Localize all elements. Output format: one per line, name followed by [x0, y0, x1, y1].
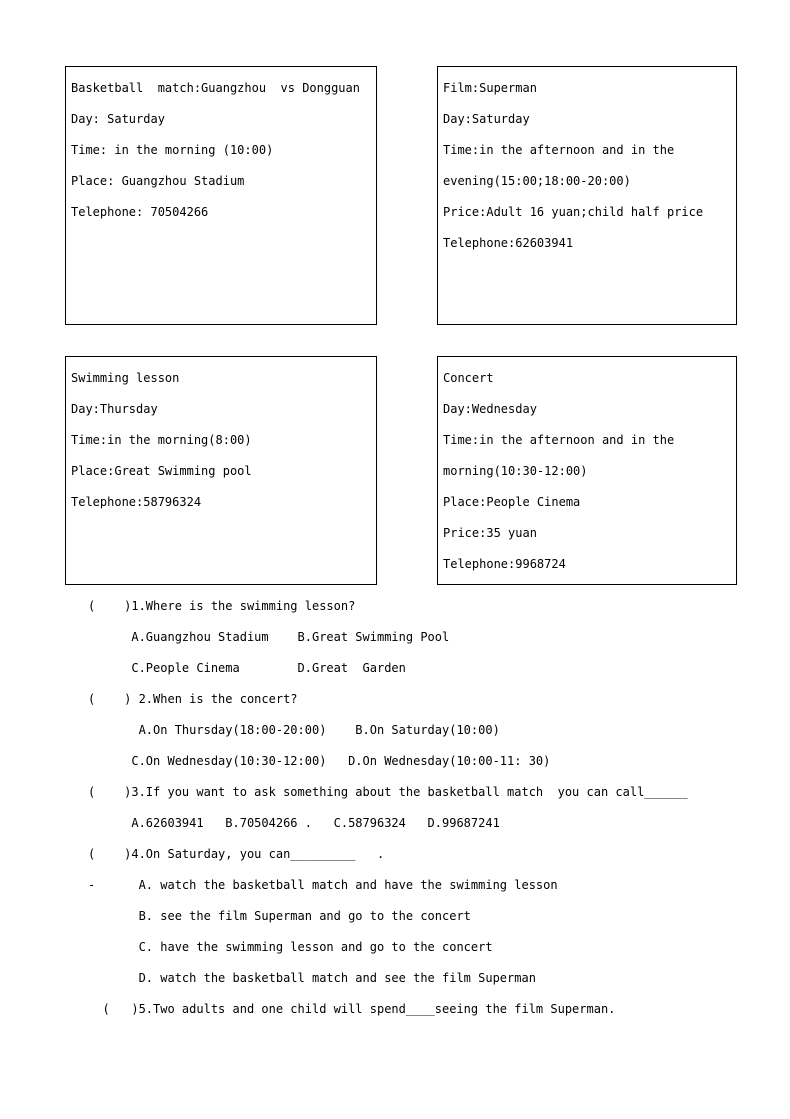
- question-2-options-ab: A.On Thursday(18:00-20:00) B.On Saturday(10:00): [88, 723, 500, 737]
- basketball-place-line: Place: Guangzhou Stadium: [71, 174, 245, 188]
- question-1: ( )1.Where is the swimming lesson?: [88, 599, 356, 613]
- concert-title-line: Concert: [443, 371, 494, 385]
- film-day-line: Day:Saturday: [443, 112, 530, 126]
- swimming-title-line: Swimming lesson: [71, 371, 180, 385]
- film-time-line: Time:in the afternoon and in the: [443, 143, 675, 157]
- basketball-title-line: Basketball match:Guangzhou vs Dongguan: [71, 81, 360, 95]
- question-4: ( )4.On Saturday, you can_________ .: [88, 847, 385, 861]
- film-price-line: Price:Adult 16 yuan;child half price: [443, 205, 704, 219]
- swimming-day-line: Day:Thursday: [71, 402, 158, 416]
- swimming-telephone-line: Telephone:58796324: [71, 495, 202, 509]
- basketball-time-line: Time: in the morning (10:00): [71, 143, 274, 157]
- film-info-box: [437, 66, 737, 325]
- basketball-info-box: [65, 66, 377, 325]
- question-4-option-b: B. see the film Superman and go to the concert: [88, 909, 471, 923]
- film-telephone-line: Telephone:62603941: [443, 236, 574, 250]
- question-2: ( ) 2.When is the concert?: [88, 692, 298, 706]
- question-4-option-d: D. watch the basketball match and see the film Superman: [88, 971, 536, 985]
- swimming-place-line: Place:Great Swimming pool: [71, 464, 252, 478]
- film-time-line-2: evening(15:00;18:00-20:00): [443, 174, 631, 188]
- concert-time-line: Time:in the afternoon and in the: [443, 433, 675, 447]
- swimming-time-line: Time:in the morning(8:00): [71, 433, 252, 447]
- question-3: ( )3.If you want to ask something about the basketball match you can call______: [88, 785, 688, 799]
- question-2-options-cd: C.On Wednesday(10:30-12:00) D.On Wednesday(10:00-11: 30): [88, 754, 551, 768]
- film-title-line: Film:Superman: [443, 81, 537, 95]
- swimming-info-box: [65, 356, 377, 585]
- basketball-day-line: Day: Saturday: [71, 112, 165, 126]
- concert-telephone-line: Telephone:9968724: [443, 557, 566, 571]
- question-3-options: A.62603941 B.70504266 . C.58796324 D.99687241: [88, 816, 500, 830]
- question-1-options-cd: C.People Cinema D.Great Garden: [88, 661, 406, 675]
- question-4-option-c: C. have the swimming lesson and go to the concert: [88, 940, 493, 954]
- question-1-options-ab: A.Guangzhou Stadium B.Great Swimming Pool: [88, 630, 450, 644]
- question-5: ( )5.Two adults and one child will spend____seeing the film Superman.: [88, 1002, 616, 1016]
- questions-section: [0, 591, 790, 1025]
- basketball-telephone-line: Telephone: 70504266: [71, 205, 209, 219]
- concert-info-box: [437, 356, 737, 585]
- concert-place-line: Place:People Cinema: [443, 495, 581, 509]
- concert-price-line: Price:35 yuan: [443, 526, 537, 540]
- concert-time-line-2: morning(10:30-12:00): [443, 464, 588, 478]
- concert-day-line: Day:Wednesday: [443, 402, 537, 416]
- question-4-option-a: - A. watch the basketball match and have the swimming lesson: [88, 878, 558, 892]
